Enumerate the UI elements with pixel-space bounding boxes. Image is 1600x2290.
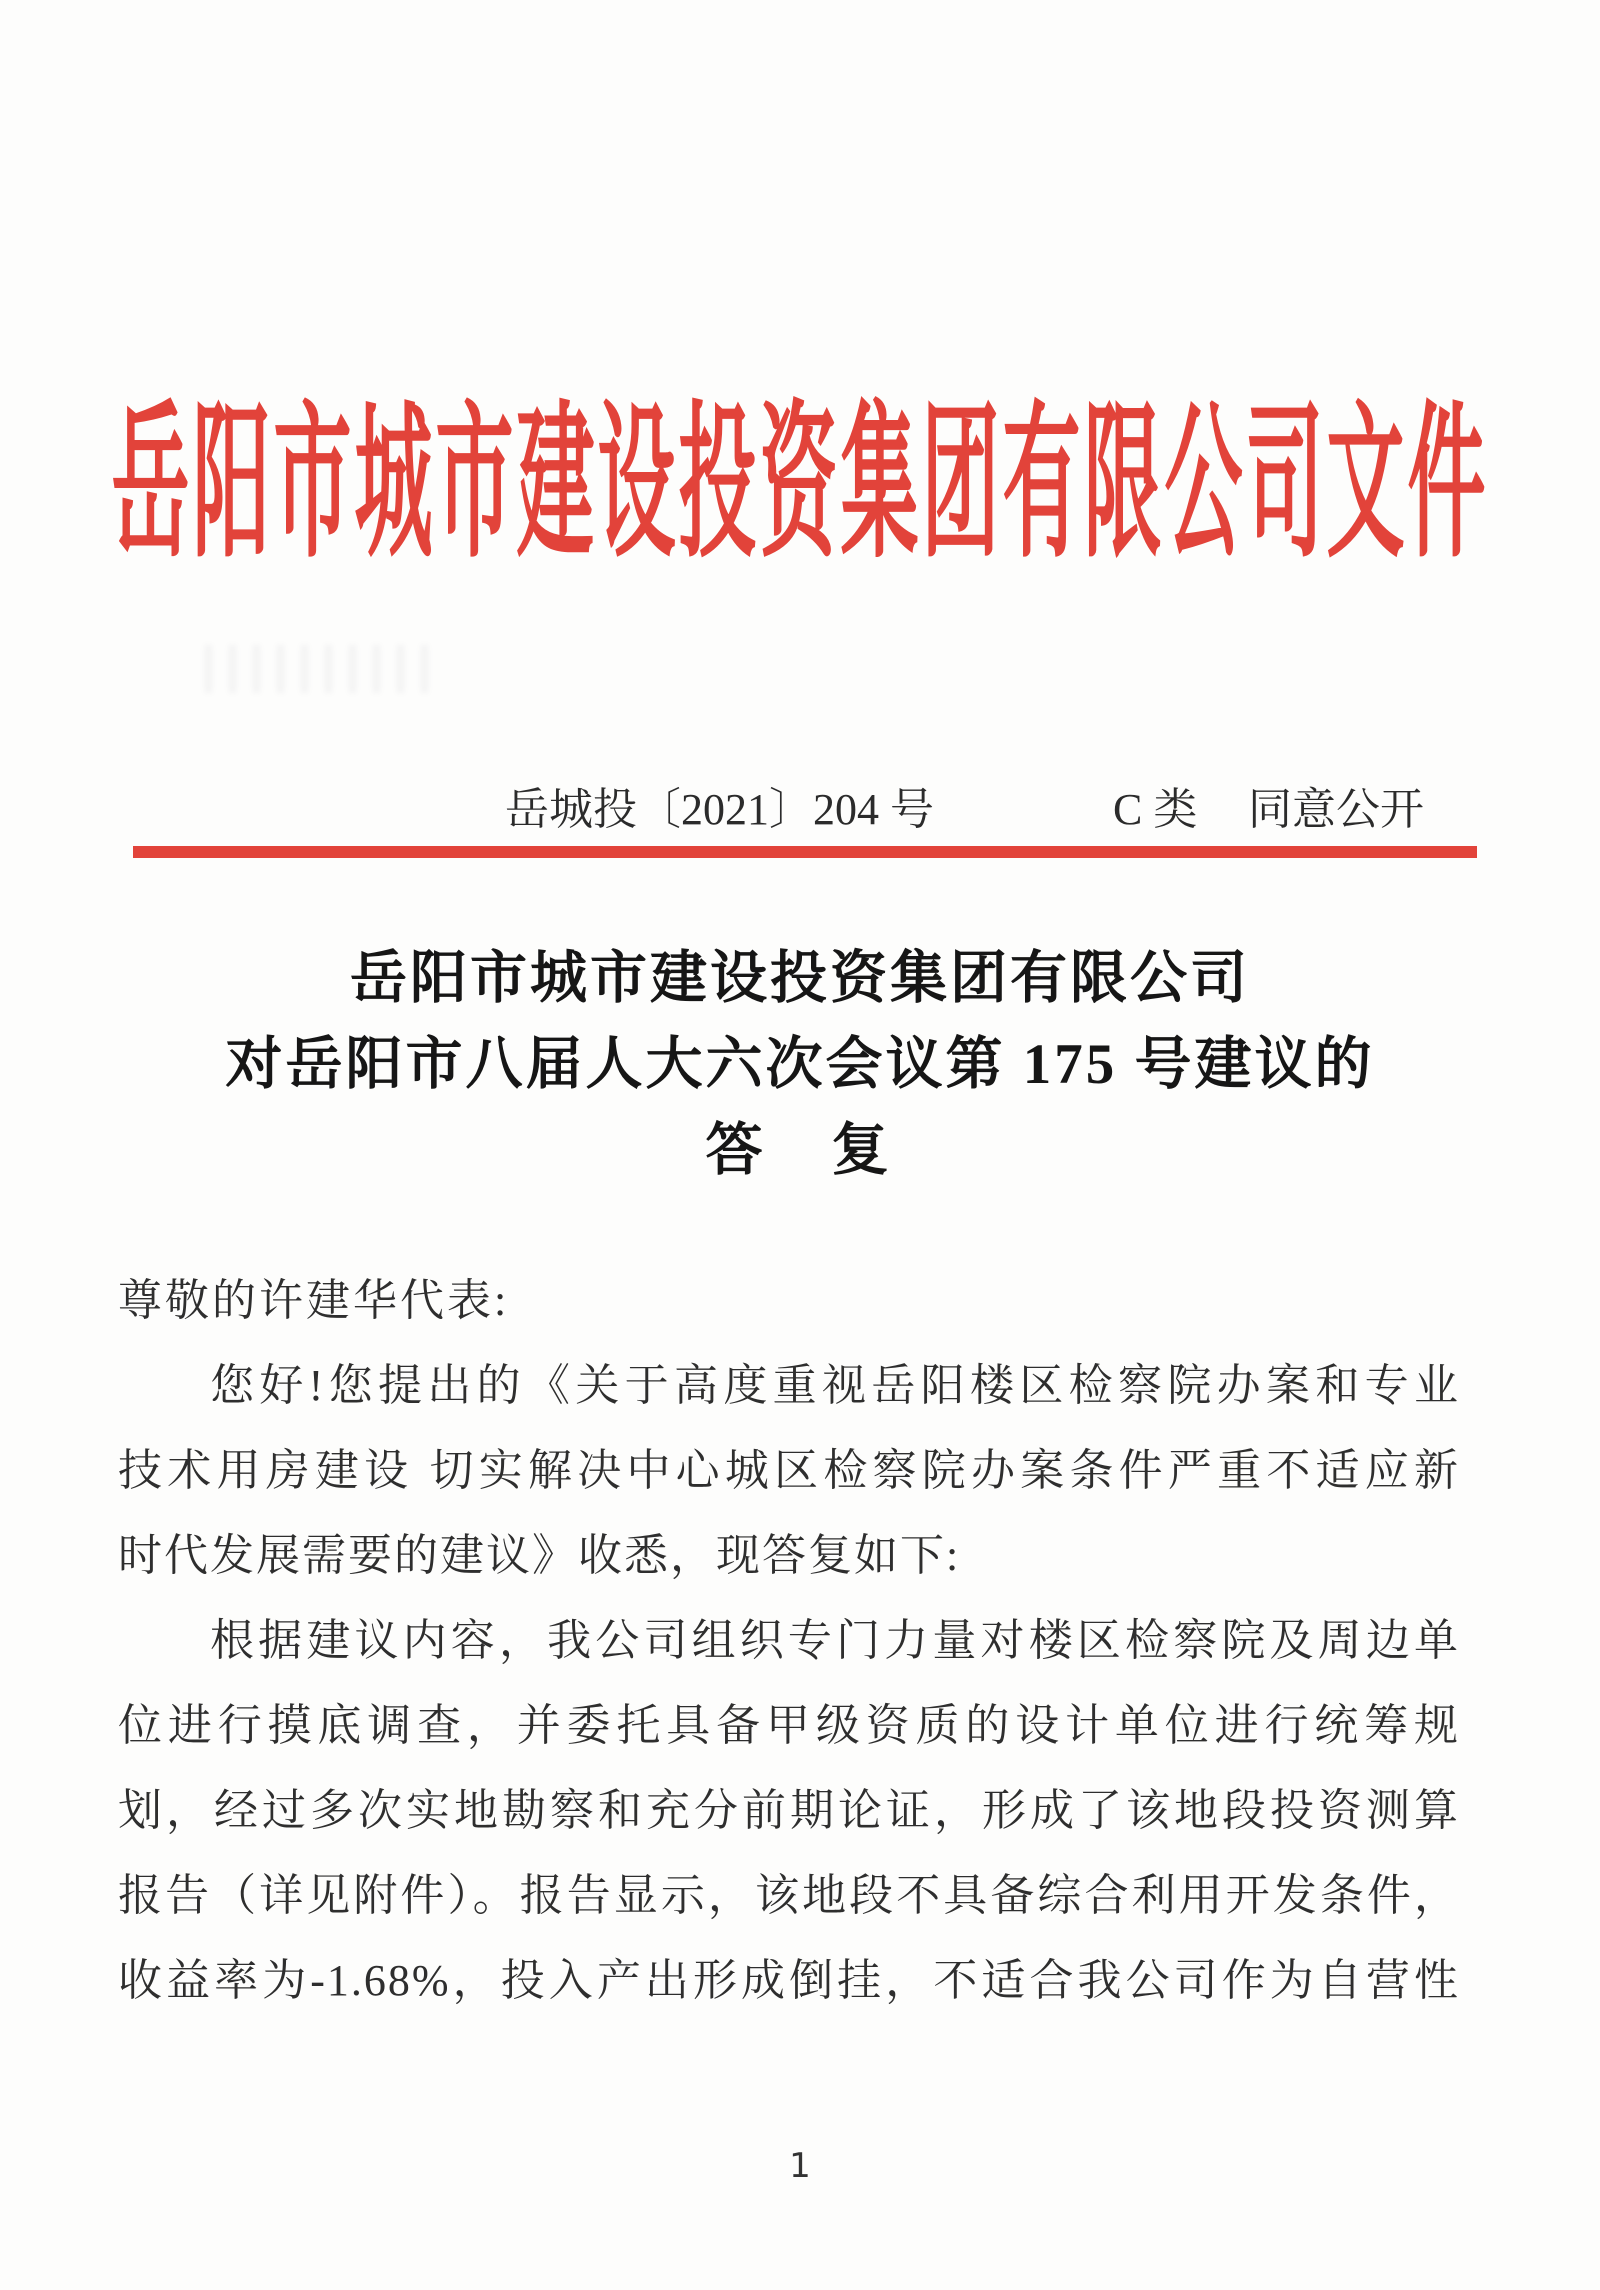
page-number: 1 bbox=[789, 2146, 811, 2186]
classification-label: C 类 bbox=[1113, 785, 1198, 834]
body-line: 划，经过多次实地勘察和充分前期论证，形成了该地段投资测算 bbox=[118, 1786, 1460, 1835]
body-line: 报告（详见附件）。报告显示，该地段不具备综合利用开发条件， bbox=[118, 1871, 1460, 1920]
body-line: 您好!您提出的《关于高度重视岳阳楼区检察院办案和专业 bbox=[210, 1361, 1460, 1410]
document-title-line3: 答 复 bbox=[705, 1119, 895, 1182]
body-line: 技术用房建设 切实解决中心城区检察院办案条件严重不适应新 bbox=[118, 1446, 1460, 1495]
document-title-line2: 对岳阳市八届人大六次会议第 175 号建议的 bbox=[225, 1033, 1375, 1096]
body-line: 收益率为-1.68%，投入产出形成倒挂，不适合我公司作为自营性 bbox=[118, 1956, 1460, 2005]
body-line: 时代发展需要的建议》收悉，现答复如下: bbox=[118, 1531, 961, 1580]
red-divider-rule bbox=[133, 846, 1477, 858]
scan-bleed-artifact bbox=[205, 645, 435, 693]
body-line: 根据建议内容，我公司组织专门力量对楼区检察院及周边单 bbox=[210, 1616, 1460, 1665]
reference-row bbox=[0, 782, 1600, 838]
document-title bbox=[0, 936, 1600, 1194]
salutation: 尊敬的许建华代表: bbox=[118, 1276, 510, 1325]
letterhead-title: 岳阳市城市建设投资集团有限公司文件 bbox=[111, 390, 1489, 578]
publicity-label: 同意公开 bbox=[1248, 785, 1424, 834]
document-title-line1: 岳阳市城市建设投资集团有限公司 bbox=[350, 947, 1250, 1010]
document-body bbox=[118, 1258, 1460, 2023]
body-line: 位进行摸底调查，并委托具备甲级资质的设计单位进行统筹规 bbox=[118, 1701, 1460, 1750]
document-reference-number: 岳城投〔2021〕204 号 bbox=[505, 785, 934, 834]
